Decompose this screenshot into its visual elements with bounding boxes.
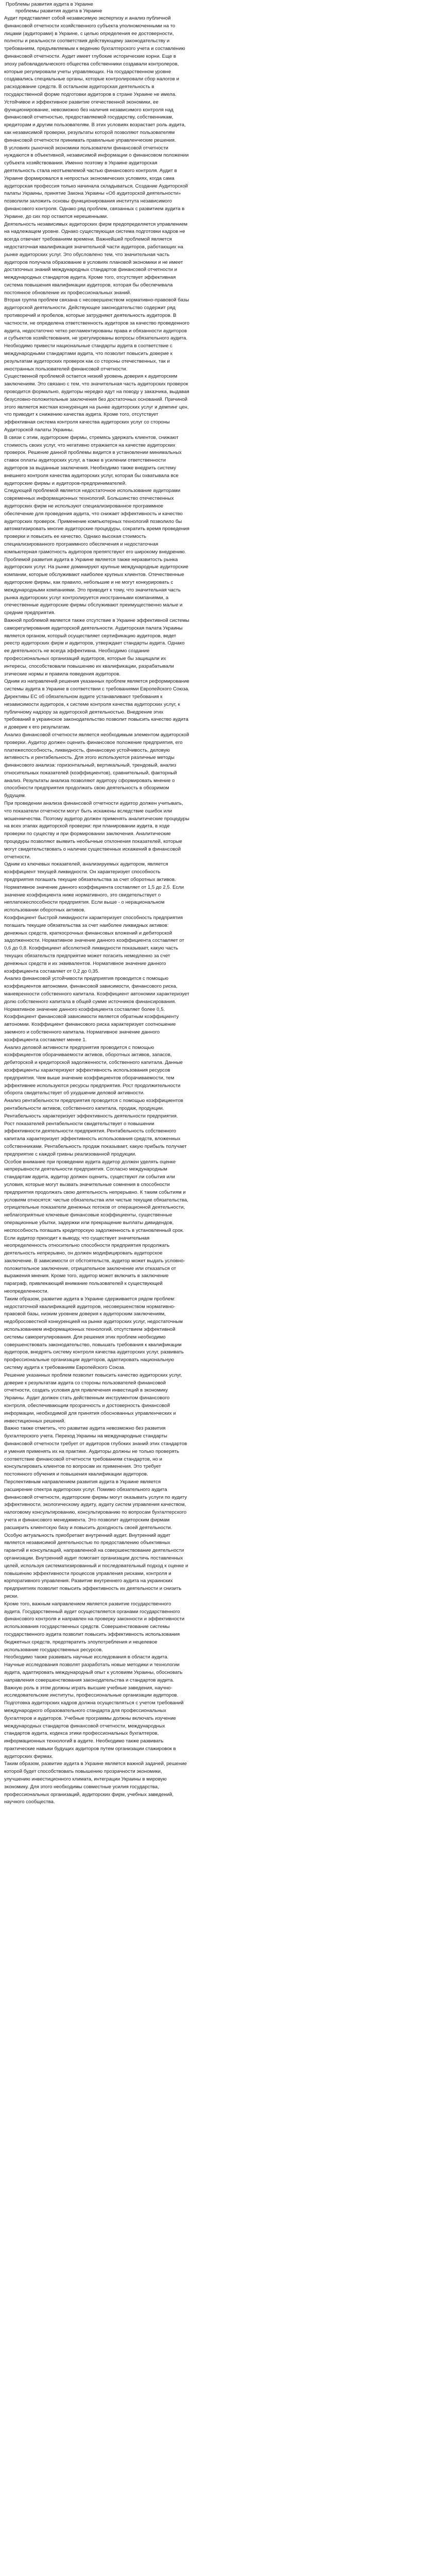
paragraph: Важной проблемой является также отсутствие в Украине эффективной системы саморегулирования аудиторской деятельности. Аудиторская палата Украины является органом, который осуществляет сертификацию аудиторов, ведет реестр аудиторских фирм и аудиторов, утверждает стандарты аудита. Однако ее деятельность не всегда эффективна. Необходимо создание профессиональных организаций аудиторов, которые бы защищали их интересы, способствовали повышению их квалификации, разрабатывали этические нормы и правила поведения аудиторов. [4,617,189,677]
paragraph: Одним из направлений решения указанных проблем является реформирование системы аудита в Украине в соответствии с требованиями Европейского Союза. Директивы ЕС об обязательном аудите устанавливают требования к независимости аудиторов, к системе контроля качества аудиторских услуг, к публичному надзору за аудиторской деятельностью. Внедрение этих требований в украинское законодательство позволит повысить качество аудита и доверие к его результатам. [4,679,189,731]
paragraph: Таким образом, развитие аудита в Украине сдерживается рядом проблем: недостаточной квалификацией аудиторов, несовершенством нормативно-правовой базы, низким уровнем доверия к аудиторским заключениям, недобросовестной конкуренцией на рынке аудиторских услуг, недостаточным использованием информационных технологий, отсутствием эффективной системы саморегулирования. Для решения этих проблем необходимо совершенствовать законодательство, повышать требования к квалификации аудиторов, внедрять систему контроля качества аудиторских услуг, развивать профессиональные организации аудиторов, адаптировать национальную систему аудита к требованиям Европейского Союза. [4,1296,184,1371]
paragraph: Подготовка аудиторских кадров должна осуществляться с учетом требований международного образовательного стандарта для профессиональных бухгалтеров и аудиторов. Учебные программы должны включать изучение международных стандартов финансовой отчетности, международных стандартов аудита, кодекса этики профессиональных бухгалтеров, информационных технологий в аудите. Необходимо также развивать практические навыки будущих аудиторов путем организации стажировок в аудиторских фирмах. [4,1700,184,1759]
paragraph: Анализ финансовой устойчивости предприятия проводится с помощью коэффициентов автономии, финансовой зависимости, финансового риска, маневренности собственного капитала. Коэффициент автономии характеризует долю собственного капитала в общей сумме источников финансирования. Нормативное значение данного коэффициента составляет более 0,5. Коэффициент финансовой зависимости является обратным коэффициенту автономии. Коэффициент финансового риска характеризует соотношение заемного и собственного капитала. Нормативное значение данного коэффициента составляет менее 1. [4,976,189,1043]
paragraph: Важно также отметить, что развитие аудита невозможно без развития бухгалтерского учета. Переход Украины на международные стандарты финансовой отчетности требует от аудиторов глубоких знаний этих стандартов и умения применять их на практике. Аудиторы должны не только проверять соответствие финансовой отчетности требованиям стандартов, но и консультировать клиентов по вопросам их применения. Это требует постоянного обучения и повышения квалификации аудиторов. [4,1426,187,1478]
paragraph: Существенной проблемой остается низкий уровень доверия к аудиторским заключениям. Это связано с тем, что значительная часть аудиторских проверок проводится формально, аудиторы нередко идут на поводу у заказчика, выдавая безусловно-положительные заключения без достаточных оснований. Причиной этого является жесткая конкуренция на рынке аудиторских услуг и демпинг цен, что приводит к снижению качества аудита. Кроме того, отсутствует эффективная система контроля качества аудиторских услуг со стороны Аудиторской палаты Украины. [4,374,189,433]
paragraph: Таким образом, развитие аудита в Украине является важной задачей, решение которой будет способствовать повышению прозрачности экономики, улучшению инвестиционного климата, интеграции Украины в мировую экономику. Для этого необходимы совместные усилия государства, профессиональных организаций, аудиторских фирм, учебных заведений, научного сообщества. [4,1761,187,1805]
paragraph: Вторая группа проблем связана с несовершенством нормативно-правовой базы аудиторской деятельности. Действующее законодательство содержит ряд противоречий и пробелов, которые затрудняют деятельность аудиторов. В частности, не определена ответственность аудиторов за качество проведенного аудита, недостаточно четко регламентированы права и обязанности аудиторов и субъектов хозяйствования, не урегулированы вопросы обязательного аудита. Необходимо привести национальные стандарты аудита в соответствие с международными стандартами аудита, что позволит повысить доверие к результатам аудиторских проверок как со стороны отечественных, так и иностранных пользователей финансовой отчетности. [4,297,189,372]
paragraph: В связи с этим, аудиторские фирмы, стремясь удержать клиентов, снижают стоимость своих услуг, что негативно отражается на качестве аудиторских проверок. Решение данной проблемы видится в установлении минимальных ставок оплаты аудиторских услуг, а также в усилении ответственности аудиторов за выданные заключения. Необходимо также внедрить систему внешнего контроля качества аудиторских услуг, которая бы охватывала все аудиторские фирмы и аудиторов-предпринимателей. [4,434,182,486]
paragraph: Перспективным направлением развития аудита в Украине является расширение спектра аудиторских услуг. Помимо обязательного аудита финансовой отчетности, аудиторские фирмы могут оказывать услуги по аудиту эффективности, экологическому аудиту, аудиту систем управления качеством, налоговому консультированию, консультированию по вопросам бухгалтерского учета и финансового менеджмента. Это позволит аудиторским фирмам расширить клиентскую базу и повысить доходность своей деятельности. [4,1479,187,1531]
paragraph: Одним из ключевых показателей, анализируемых аудитором, является коэффициент текущей ликвидности. Он характеризует способность предприятия погашать текущие обязательства за счет оборотных активов. Нормативное значение данного коэффициента составляет от 1,5 до 2,5. Если значение коэффициента ниже нормативного, это свидетельствует о неплатежеспособности предприятия. Если выше - о нерациональном использовании оборотных активов. [4,861,184,913]
paragraph: В условиях рыночной экономики пользователи финансовой отчетности нуждаются в объективной, независимой информации о финансовом положении субъекта хозяйствования. Именно поэтому в Украине аудиторская деятельность стала неотъемлемой частью финансового контроля. Аудит в Украине формировался в непростых экономических условиях, когда сама аудиторская профессия только начинала складываться. Создание Аудиторской палаты Украины, принятие Закона Украины «Об аудиторской деятельности» позволили заложить основы функционирования института независимого финансового контроля. Однако ряд проблем, связанных с развитием аудита в Украине, до сих пор остаются нерешенными. [4,145,189,219]
paragraph: Кроме того, важным направлением является развитие государственного аудита. Государственный аудит осуществляется органами государственного финансового контроля и направлен на проверку законности и эффективности использования государственных средств. Совершенствование системы государственного аудита позволит повысить эффективность использования бюджетных средств, предотвратить злоупотребления и нецелевое использование государственных ресурсов. [4,1601,185,1653]
article-body [4,15,189,1806]
paragraph: Анализ деловой активности предприятия проводится с помощью коэффициентов оборачиваемости активов, оборотных активов, запасов, дебиторской и кредиторской задолженности, собственного капитала. Данные коэффициенты характеризуют эффективность использования ресурсов предприятия. Чем выше значение коэффициентов оборачиваемости, тем эффективнее используются ресурсы предприятия. Рост продолжительности оборота свидетельствует об ухудшении деловой активности. [4,1044,183,1096]
paragraph: Аудит представляет собой независимую экспертизу и анализ публичной финансовой отчетности хозяйственного субъекта уполномоченными на то лицами (аудиторами) в Украине, с целью определения ее достоверности, полноты и реальности соответствия действующему законодательству и требованиям, предъявляемым к ведению бухгалтерского учета и составлению финансовой отчетности. Аудит имеет глубокие исторические корни. Еще в эпоху рабовладельческого общества собственники создавали контролеров, которые регулировали учеты управляющих. На государственном уровне создавались специальные органы, которые контролировали сбор налогов и расходование средств. В остальном аудиторская деятельность в государственной форме подготовки аудиторов в стране Украине не имела. Устойчивое и эффективное развитие отечественной экономики, ее функционирование, невозможно без наличия независимого контроля над финансовой отчетностью, предоставляемой государству, собственникам, кредиторам и другим пользователям. В этих условиях возрастает роль аудита, как независимой проверки, результаты которой позволяют пользователям финансовой отчетности принимать правильные управленческие решения. [4,15,186,143]
paragraph: Решение указанных проблем позволит повысить качество аудиторских услуг, доверие к результатам аудита со стороны пользователей финансовой отчетности, создать условия для привлечения инвестиций в экономику Украины. Аудит должен стать действенным инструментом финансового контроля, обеспечивающим прозрачность и достоверность финансовой информации, необходимой для принятия обоснованных управленческих и инвестиционных решений. [4,1372,182,1424]
paragraph: Если аудитор приходит к выводу, что существует значительная неопределенность относительно способности предприятия продолжать деятельность непрерывно, он должен модифицировать аудиторское заключение. В зависимости от обстоятельств, аудитор может выдать условно-положительное заключение, отрицательное заключение или отказаться от выражения мнения. Кроме того, аудитор может включить в заключение параграф, привлекающий внимание пользователей к существующей неопределенности. [4,1235,185,1295]
paragraph: Анализ финансовой отчетности является необходимым элементом аудиторской проверки. Аудитор должен оценить финансовое положение предприятия, его платежеспособность, ликвидность, финансовую устойчивость, деловую активность и рентабельность. Для этого используются различные методы финансового анализа: горизонтальный, вертикальный, трендовый, анализ относительных показателей (коэффициентов), сравнительный, факторный анализ. Результаты анализа позволяют аудитору сформировать мнение о способности предприятия продолжать свою деятельность в обозримом будущем. [4,732,189,799]
paragraph: Особое внимание при проведении аудита аудитор должен уделять оценке непрерывности деятельности предприятия. Согласно международным стандартам аудита, аудитор должен оценить, существуют ли события или условия, которые могут вызвать значительные сомнения в способности предприятия продолжать свою деятельность непрерывно. К таким событиям и условиям относятся: чистые обязательства или чистые текущие обязательства, отрицательные показатели денежных потоков от операционной деятельности, неблагоприятные ключевые финансовые коэффициенты, существенные операционные убытки, задержки или прекращение выплаты дивидендов, неспособность погашать кредиторскую задолженность в установленный срок. [4,1159,188,1233]
paragraph: Особую актуальность приобретает внутренний аудит. Внутренний аудит является независимой деятельностью по предоставлению объективных гарантий и консультаций, направленной на совершенствование деятельности организации. Внутренний аудит помогает организации достичь поставленных целей, используя систематизированный и последовательный подход к оценке и повышению эффективности процессов управления рисками, контроля и корпоративного управления. Развитие внутреннего аудита на украинских предприятиях позволит повысить эффективность их деятельности и снизить риски. [4,1532,188,1599]
page-subtitle: проблемы развития аудита в Украине [15,8,102,14]
paragraph: Необходимо также развивать научные исследования в области аудита. Научные исследования позволят разработать новые методики и технологии аудита, адаптировать международный опыт к условиям Украины, обосновать направления совершенствования законодательства и стандартов аудита. Важную роль в этом должны играть высшие учебные заведения, научно-исследовательские институты, профессиональные организации аудиторов. [4,1654,183,1699]
paragraph: Коэффициент быстрой ликвидности характеризует способность предприятия погашать текущие обязательства за счет наиболее ликвидных активов: денежных средств, краткосрочных финансовых вложений и дебиторской задолженности. Нормативное значение данного коэффициента составляет от 0,6 до 0,8. Коэффициент абсолютной ликвидности показывает, какую часть текущих обязательств предприятие может погасить немедленно за счет денежных средств и их эквивалентов. Нормативное значение данного коэффициента составляет от 0,2 до 0,35. [4,915,184,974]
paragraph: При проведении анализа финансовой отчетности аудитор должен учитывать, что показатели отчетности могут быть искажены вследствие ошибок или мошенничества. Поэтому аудитор должен применять аналитические процедуры на всех этапах аудиторской проверки: при планировании аудита, в ходе проверки по существу и при формировании заключения. Аналитические процедуры позволяют выявить необычные отклонения показателей, которые могут свидетельствовать о наличии существенных искажений в финансовой отчетности. [4,801,189,860]
paragraph: Анализ рентабельности предприятия проводится с помощью коэффициентов рентабельности активов, собственного капитала, продаж, продукции. Рентабельность характеризует эффективность деятельности предприятия. Рост показателей рентабельности свидетельствует о повышении эффективности деятельности предприятия. Рентабельность собственного капитала характеризует эффективность использования средств, вложенных собственниками. Рентабельность продаж показывает, какую прибыль получает предприятие с каждой гривны реализованной продукции. [4,1098,187,1157]
page-title: Проблемы развития аудита в Украине [6,2,93,7]
title-block [4,1,432,14]
paragraph: Проблемой развития аудита в Украине является также неразвитость рынка аудиторских услуг. На рынке доминируют крупные международные аудиторские компании, которые обслуживают наиболее крупных клиентов. Отечественные аудиторские фирмы, как правило, небольшие и не могут конкурировать с международными компаниями. Это приводит к тому, что значительная часть рынка аудиторских услуг контролируется иностранными компаниями, а отечественные аудиторские фирмы обслуживают преимущественно малые и средние предприятия. [4,556,188,616]
paragraph: Деятельность независимых аудиторских фирм предопределяется управлением на надлежащем уровне. Однако существующая система подготовки кадров не всегда отвечает требованиям времени. Важнейшей проблемой является недостаточная квалификация значительной части аудиторов, работающих на рынке аудиторских услуг. Это обусловлено тем, что значительная часть аудиторов получала образование в условиях плановой экономики и не имеет достаточных знаний международных стандартов финансовой отчетности и международных стандартов аудита. Кроме того, отсутствует эффективная система повышения квалификации аудиторов, которая бы обеспечивала постоянное обновление их профессиональных знаний. [4,221,188,296]
paragraph: Следующей проблемой является недостаточное использование аудиторами современных информационных технологий. Большинство отечественных аудиторских фирм не используют специализированное программное обеспечение для проведения аудита, что снижает эффективность и качество аудиторских проверок. Применение компьютерных технологий позволило бы автоматизировать многие аудиторские процедуры, сократить время проведения проверки и повысить ее качество. Однако высокая стоимость специализированного программного обеспечения и недостаточная компьютерная грамотность аудиторов препятствуют его широкому внедрению. [4,488,189,555]
